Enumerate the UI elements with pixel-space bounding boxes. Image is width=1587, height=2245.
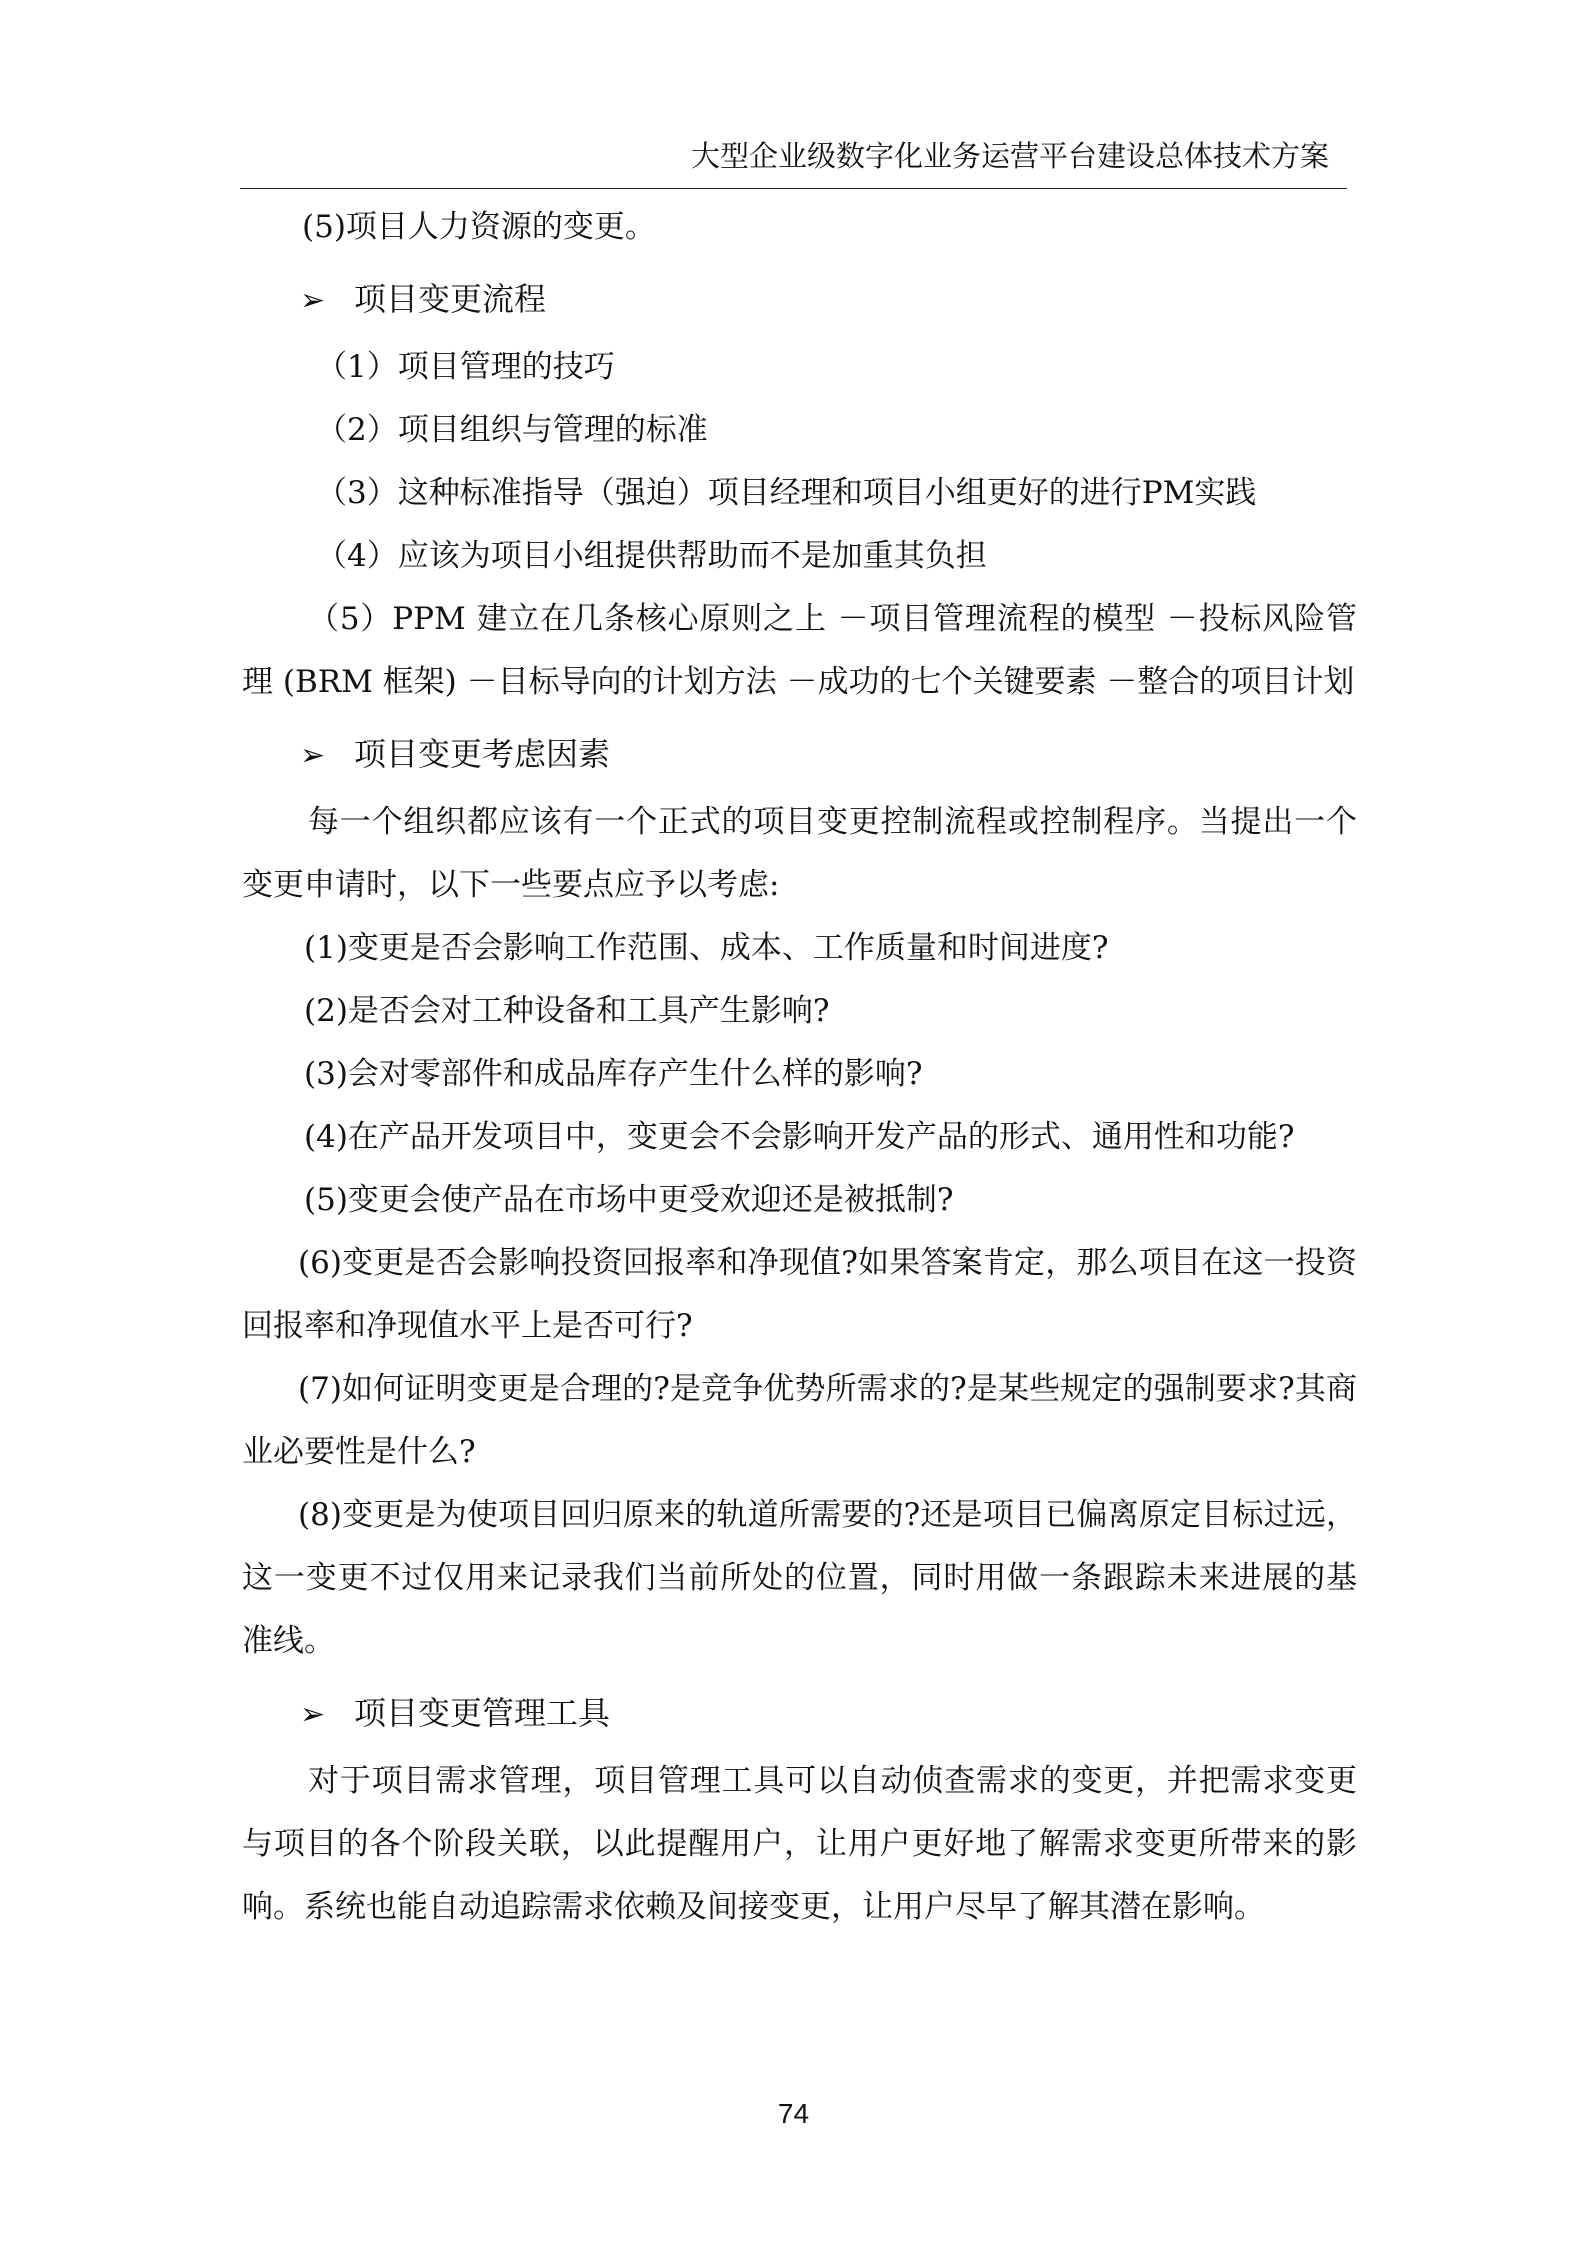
section-heading-change-process — [242, 264, 1357, 336]
list-item: (1)变更是否会影响工作范围、成本、工作质量和时间进度? — [304, 930, 1109, 966]
list-item: (8)变更是为使项目回归原来的轨道所需要的?还是项目已偏离原定目标过远，这一变更不过仅用来记录我们当前所处的位置，同时用做一条跟踪未来进展的基准线。 — [242, 1497, 1357, 1659]
section-title: 项目变更考虑因素 — [354, 735, 611, 773]
arrow-bullet-icon: ➢ — [300, 283, 326, 318]
list-item: （3）这种标准指导（强迫）项目经理和项目小组更好的进行PM实践 — [316, 475, 1257, 511]
list-item: (4)在产品开发项目中，变更会不会影响开发产品的形式、通用性和功能? — [304, 1119, 1295, 1155]
section-heading-change-factors — [242, 719, 1357, 791]
section-title: 项目变更管理工具 — [354, 1694, 611, 1732]
list-item: （4）应该为项目小组提供帮助而不是加重其负担 — [316, 538, 987, 574]
list-item: (2)是否会对工种设备和工具产生影响? — [304, 993, 830, 1029]
tools-paragraph: 对于项目需求管理，项目管理工具可以自动侦查需求的变更，并把需求变更与项目的各个阶段关联，以此提醒用户，让用户更好地了解需求变更所带来的影响。系统也能自动追踪需求依赖及间接变更，让用户尽早了解其潜在影响。 — [242, 1763, 1357, 1925]
list-item: (6)变更是否会影响投资回报率和净现值?如果答案肯定，那么项目在这一投资回报率和净现值水平上是否可行? — [242, 1245, 1357, 1344]
page-number: 74 — [777, 2098, 810, 2129]
arrow-bullet-icon: ➢ — [300, 1697, 326, 1732]
section-title: 项目变更流程 — [354, 280, 547, 318]
list-item: (5)变更会使产品在市场中更受欢迎还是被抵制? — [304, 1182, 954, 1218]
factors-intro-paragraph: 每一个组织都应该有一个正式的项目变更控制流程或控制程序。当提出一个变更申请时，以下一些要点应予以考虑: — [242, 804, 1357, 903]
ppm-paragraph: （5）PPM 建立在几条核心原则之上 －项目管理流程的模型 －投标风险管理 (BRM 框架) －目标导向的计划方法 －成功的七个关键要素 －整合的项目计划 — [242, 601, 1357, 700]
arrow-bullet-icon: ➢ — [300, 738, 326, 773]
list-item: (3)会对零部件和成品库存产生什么样的影响? — [304, 1056, 923, 1092]
running-header: 大型企业级数字化业务运营平台建设总体技术方案 — [690, 139, 1329, 173]
list-item: (7)如何证明变更是合理的?是竞争优势所需求的?是某些规定的强制要求?其商业必要性是什么? — [242, 1371, 1357, 1470]
list-item: （1）项目管理的技巧 — [316, 349, 615, 385]
page-body — [242, 196, 1357, 1939]
list-item: （2）项目组织与管理的标准 — [316, 412, 708, 448]
section-heading-change-tools — [242, 1678, 1357, 1750]
header-divider — [240, 188, 1347, 189]
item-hr-change: (5)项目人力资源的变更。 — [302, 209, 656, 245]
